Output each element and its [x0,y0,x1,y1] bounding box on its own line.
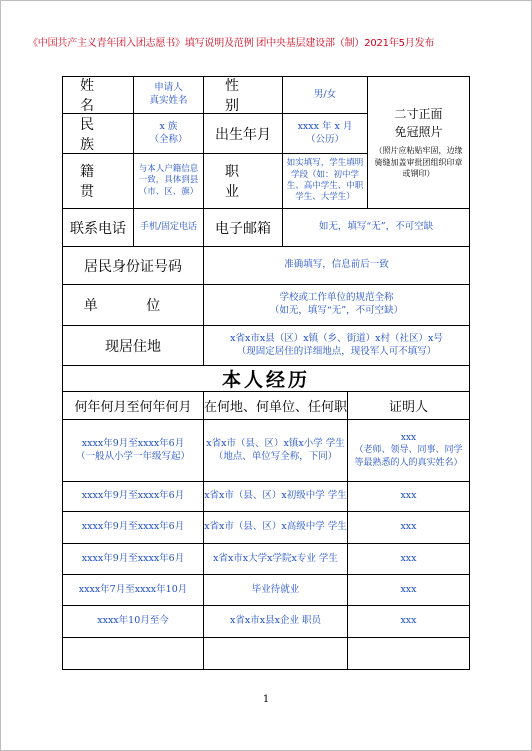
history-period: xxxx年10月至今 [63,606,204,638]
header-book-title: 《中国共产主义青年团入团志愿书》 [28,38,185,49]
history-witness: xxx [348,544,469,575]
id-label: 居民身份证号码 [63,247,204,285]
job-value: 如实填写，学生填明学段（如：初中学生、高中学生、中职学生、大学生） [283,154,368,209]
col-place-header: 在何地、何单位、任何职 [204,392,348,420]
ethnic-value: x 族 （全称） [134,114,204,154]
phone-value: 手机/固定电话 [134,209,204,247]
name-value: 申请人 真实姓名 [134,77,204,114]
col-witness-header: 证明人 [348,392,469,420]
history-place: x省x市（县、区）x高级中学 学生 [204,512,348,544]
history-period [63,638,204,669]
origin-label: 籍 贯 [63,154,134,209]
name-label: 姓 名 [63,77,134,114]
history-period: xxxx年7月至xxxx年10月 [63,575,204,606]
history-witness [348,638,469,669]
job-label: 职 业 [204,154,283,209]
history-place: x省x市x大学x学院x专业 学生 [204,544,348,575]
history-witness: xxx （老师、领导、同事、同学等最熟悉的人的真实姓名） [348,420,469,482]
document-header [28,34,504,49]
gender-value: 男/女 [283,77,368,114]
history-period: xxxx年9月至xxxx年6月 [63,544,204,575]
header-publisher: 填写说明及范例 团中央基层建设部（制）2021年5月发布 [184,38,435,49]
history-witness: xxx [348,482,469,512]
col-period-header: 何年何月至何年何月 [63,392,204,420]
id-value: 准确填写，信息前后一致 [204,247,469,285]
email-label: 电子邮箱 [204,209,283,247]
page-number: 1 [262,694,270,705]
history-place: x省x市（县、区）x初级中学 学生 [204,482,348,512]
history-place: x省x市x县x企业 职员 [204,606,348,638]
photo-note: （照片应粘贴牢固，边缘骑缝加盖审批团组织印章或钢印） [374,146,463,179]
gender-label: 性 别 [204,77,283,114]
history-section-title: 本人经历 [63,366,469,392]
birth-label: 出生年月 [204,114,283,154]
history-place: x省x市（县、区）x镇x小学 学生 （地点、单位写全称，下同） [204,420,348,482]
application-form-table [62,76,470,670]
photo-title: 二寸正面 免冠照片 [394,107,443,140]
unit-label: 单 位 [63,285,204,326]
history-period: xxxx年9月至xxxx年6月 （一般从小学一年级写起） [63,420,204,482]
birth-value: xxxx 年 x 月 （公历） [283,114,368,154]
history-witness: xxx [348,606,469,638]
history-place: 毕业待就业 [204,575,348,606]
ethnic-label: 民 族 [63,114,134,154]
history-place [204,638,348,669]
phone-label: 联系电话 [63,209,134,247]
email-value: 如无，填写“无”，不可空缺 [283,209,469,247]
address-value: x省x市x县（区）x镇（乡、街道）x村（社区）x号 （现固定居住的详细地点，现役军人可不填写） [204,326,469,366]
unit-value: 学校或工作单位的规范全称 （如无，填写“无”，不可空缺） [204,285,469,326]
history-period: xxxx年9月至xxxx年6月 [63,482,204,512]
history-witness: xxx [348,512,469,544]
origin-value: 与本人户籍信息一致，具体到县（市、区、旗） [134,154,204,209]
address-label: 现居住地 [63,326,204,366]
history-period: xxxx年9月至xxxx年6月 [63,512,204,544]
photo-area [368,77,469,209]
history-witness: xxx [348,575,469,606]
